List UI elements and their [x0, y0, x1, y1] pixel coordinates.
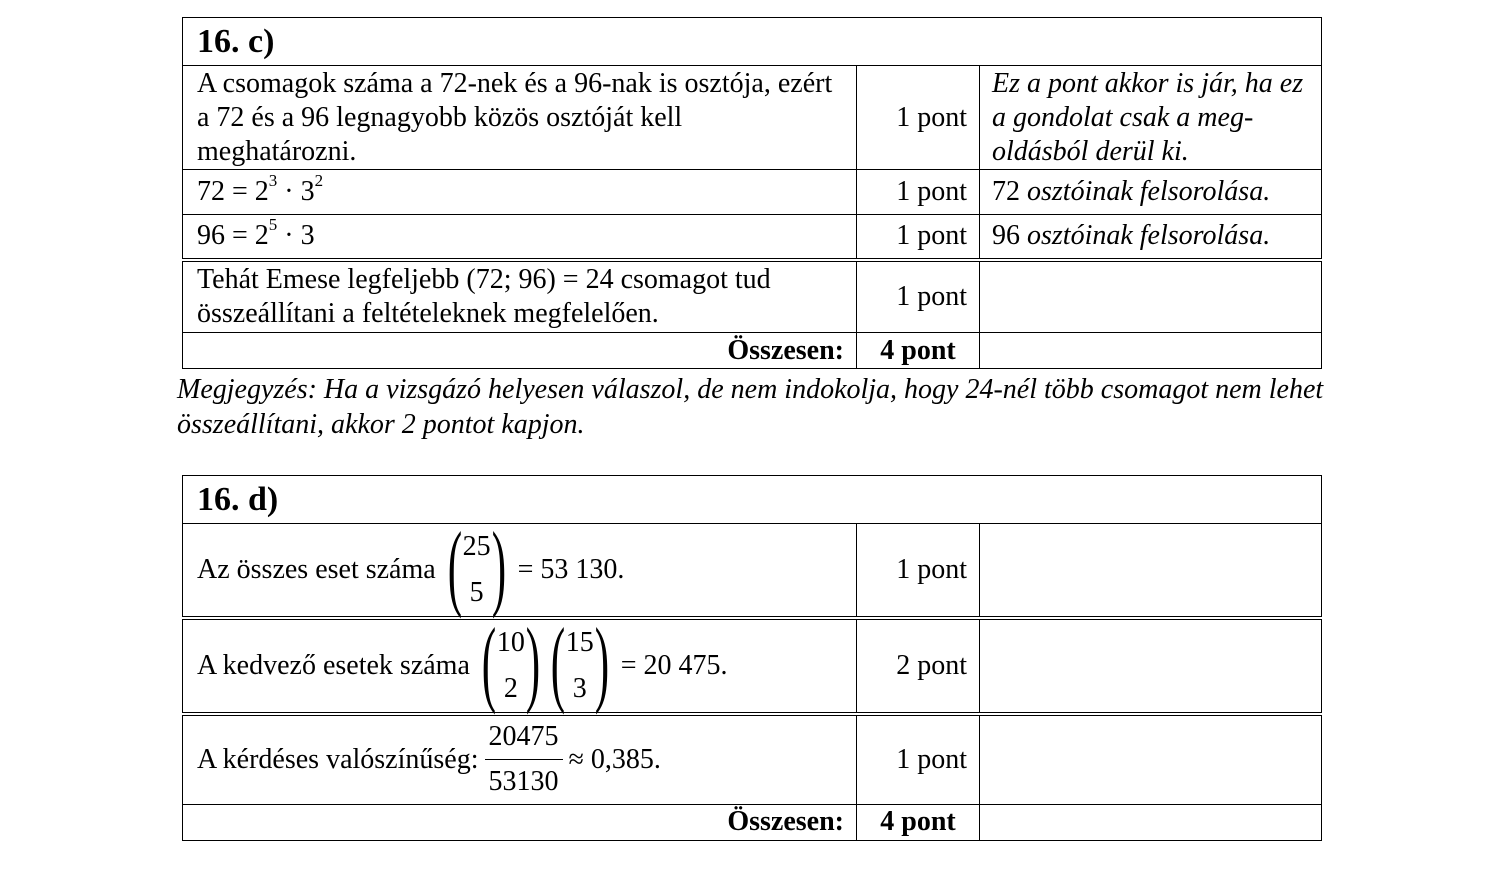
scoring-table-16d: [182, 475, 1322, 841]
solution-step: A csomagok száma a 72-nek és a 96-nak is osztója, ezért a 72 és a 96 legnagyobb közös osztóját kell meghatározni.: [183, 66, 857, 170]
empty-cell: [980, 333, 1322, 369]
table-row: [183, 215, 1322, 260]
binomial-coefficient: ( 10 2 ): [481, 608, 541, 715]
points-cell: 1 pont: [857, 524, 980, 619]
solution-formula: $96 = 2^5 \cdot 3$: [183, 215, 857, 260]
table-row: [183, 66, 1322, 170]
scoring-table-16c: [182, 17, 1322, 369]
table-row: [183, 618, 1322, 714]
empty-cell: [980, 714, 1322, 804]
remark-cell: 96 osztóinak felsorolása.: [980, 215, 1322, 260]
total-label: Összesen:: [183, 333, 857, 369]
empty-cell: [980, 524, 1322, 619]
total-label: Összesen:: [183, 804, 857, 840]
total-points: 4 pont: [857, 333, 980, 369]
table-title-row: [183, 18, 1322, 66]
table-title-row: [183, 476, 1322, 524]
fraction: $\frac{20475}{53130}$: [485, 717, 563, 802]
solution-formula: $72 = 2^3 \cdot 3^2$: [183, 170, 857, 215]
points-cell: 2 pont: [857, 618, 980, 714]
binomial-coefficient: ( 15 3 ): [550, 608, 609, 715]
table-row: [183, 524, 1322, 619]
solution-formula: A kérdéses valószínűség: $\frac{20475}{53130}$ ≈ 0,385.: [183, 714, 857, 804]
section-title: 16. d): [183, 476, 1322, 524]
remark-cell: Ez a pont akkor is jár, ha ez a gondolat csak a meg-oldásból derül ki.: [980, 66, 1322, 170]
empty-cell: [980, 618, 1322, 714]
points-cell: 1 pont: [857, 170, 980, 215]
empty-cell: [980, 804, 1322, 840]
table-row: [183, 170, 1322, 215]
grading-note: Megjegyzés: Ha a vizsgázó helyesen válaszol, de nem indokolja, hogy 24-nél több csomagot nem lehet összeállítani, akkor 2 pontot kapjon.: [177, 374, 1324, 440]
solution-formula: A kedvező esetek száma ( 10 2 ) ( 15 3 ) = 20 475.: [183, 618, 857, 714]
points-cell: 1 pont: [857, 66, 980, 170]
solution-formula: Az összes eset száma ( 25 5 ) = 53 130.: [183, 524, 857, 619]
table-row: [183, 260, 1322, 333]
total-row: [183, 333, 1322, 369]
points-cell: 1 pont: [857, 215, 980, 260]
binomial-coefficient: ( 25 5 ): [447, 512, 506, 619]
section-title: 16. c): [183, 18, 1322, 66]
remark-cell: [980, 260, 1322, 333]
solution-step: Tehát Emese legfeljebb (72; 96) = 24 csomagot tud összeállítani a feltételeknek megfelelően.: [183, 260, 857, 333]
total-points: 4 pont: [857, 804, 980, 840]
points-cell: 1 pont: [857, 714, 980, 804]
table-row: [183, 714, 1322, 804]
remark-cell: 72 osztóinak felsorolása.: [980, 170, 1322, 215]
points-cell: 1 pont: [857, 260, 980, 333]
total-row: [183, 804, 1322, 840]
